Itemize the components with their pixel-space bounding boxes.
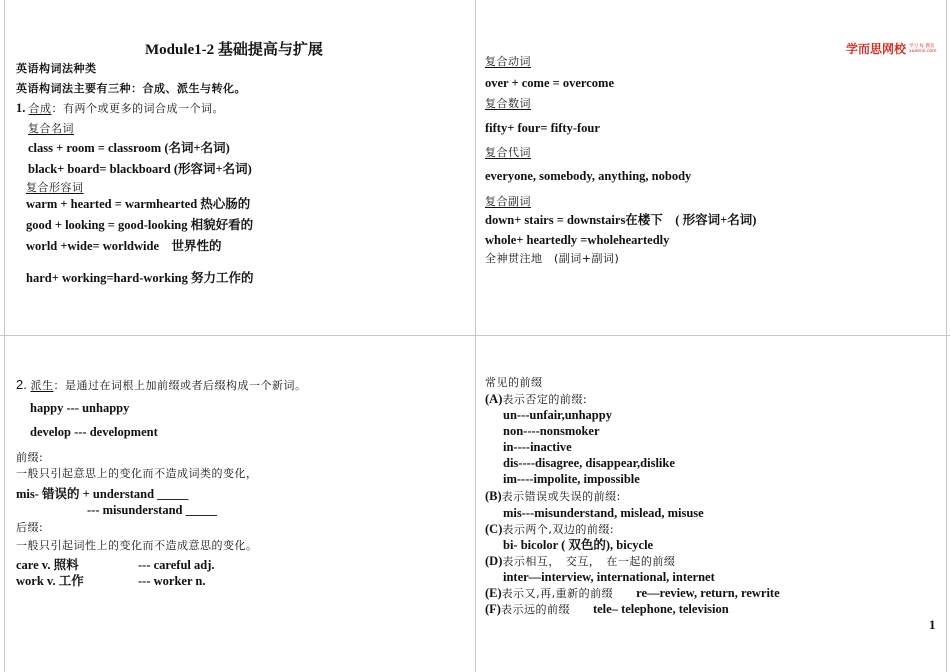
suffix-example-2-base: work v. 工作	[16, 574, 84, 588]
group-c-text: 表示两个,双边的前缀:	[502, 523, 615, 536]
page-number: 1	[929, 617, 936, 632]
point-2-desc: ：是通过在词根上加前缀或者后缀构成一个新词。	[53, 379, 307, 392]
compound-adj-example-4: hard+ working=hard-working 努力工作的	[26, 271, 254, 285]
group-d-label: (D)	[485, 554, 503, 568]
point-2	[16, 378, 306, 393]
point-1	[16, 101, 224, 116]
logo-subtext-line-2: xueersi.com	[909, 48, 937, 54]
compound-verb-example: over + come = overcome	[485, 76, 615, 90]
point-1-term: 合成	[28, 102, 52, 115]
group-f-text: 表示远的前缀	[500, 603, 593, 616]
common-prefix-heading: 常见的前缀	[485, 376, 543, 389]
prefix-description: 一般只引起意思上的变化而不造成词类的变化，	[16, 467, 258, 480]
point-1-number: 1.	[16, 101, 29, 115]
group-c-item-1: bi- bicolor ( 双色的), bicycle	[503, 538, 654, 552]
group-d-text: 表示相互， 交互， 在一起的前缀	[502, 555, 676, 568]
compound-pronoun-example: everyone, somebody, anything, nobody	[485, 169, 692, 183]
group-a-item-2: non----nonsmoker	[503, 424, 600, 438]
group-b-item-1: mis---misunderstand, mislead, misuse	[503, 506, 704, 520]
brand-logo	[846, 40, 937, 57]
prefix-example-2: --- misunderstand _____	[87, 503, 217, 517]
divider-vertical	[475, 0, 476, 672]
group-c-label: (C)	[485, 522, 503, 536]
group-c-title	[485, 522, 614, 537]
group-b-title	[485, 489, 621, 504]
compound-adverb-example-1: down+ stairs = downstairs在楼下 ( 形容词+名词)	[485, 213, 757, 227]
prefix-example-1: mis- 错误的 + understand _____	[16, 487, 189, 501]
group-a-text: 表示否定的前缀:	[502, 393, 588, 406]
group-a-label: (A)	[485, 392, 503, 406]
compound-noun-example-1: class + room = classroom (名词+名词)	[28, 141, 230, 155]
compound-noun-example-2: black+ board= blackboard (形容词+名词)	[28, 162, 252, 176]
point-1-desc: ：有两个或更多的词合成一个词。	[51, 102, 224, 115]
group-f-label: (F)	[485, 602, 501, 616]
group-d-title	[485, 554, 675, 569]
group-a-item-4: dis----disagree, disappear,dislike	[503, 456, 675, 470]
logo-subtext	[909, 44, 937, 54]
suffix-example-1-derived: --- careful adj.	[138, 558, 215, 572]
compound-numeral-heading: 复合数词	[485, 97, 531, 110]
group-a-item-3: in----inactive	[503, 440, 572, 454]
compound-noun-heading: 复合名词	[28, 122, 74, 135]
section-heading: 英语构词法种类	[16, 62, 97, 75]
compound-adverb-example-3: 全神贯注地 (副词+副词)	[485, 252, 620, 265]
group-f-example: tele– telephone, television	[592, 602, 729, 616]
suffix-heading: 后缀:	[16, 521, 44, 534]
group-a-item-1: un---unfair,unhappy	[503, 408, 612, 422]
logo-text: 学而思网校	[846, 42, 907, 56]
border-right	[946, 0, 947, 672]
point-2-number: 2.	[16, 377, 31, 392]
group-d-item-1: inter—interview, international, internet	[503, 570, 715, 584]
compound-adj-example-3: world +wide= worldwide 世界性的	[26, 239, 222, 253]
suffix-description: 一般只引起词性上的变化而不造成意思的变化。	[16, 539, 258, 552]
group-a-item-5: im----impolite, impossible	[503, 472, 640, 486]
group-f-title	[485, 602, 729, 617]
compound-numeral-example: fifty+ four= fifty-four	[485, 121, 600, 135]
divider-horizontal	[0, 335, 950, 336]
group-e-text: 表示又,再,重新的前缀	[501, 587, 637, 600]
compound-pronoun-heading: 复合代词	[485, 146, 531, 159]
intro-text: 英语构词法主要有三种：合成、派生与转化。	[16, 82, 246, 95]
logo-subtext-line-1: 学习 每 教育	[909, 43, 935, 49]
group-e-example: re—review, return, rewrite	[636, 586, 780, 600]
derivation-example-2: develop --- development	[30, 425, 158, 439]
group-b-text: 表示错误或失误的前缀:	[501, 490, 621, 503]
page-title: Module1-2 基础提高与扩展	[145, 42, 323, 58]
group-a-title	[485, 392, 587, 407]
border-left	[4, 0, 5, 672]
suffix-example-1-base: care v. 照料	[16, 558, 79, 572]
point-2-term: 派生	[30, 379, 54, 392]
compound-adj-example-1: warm + hearted = warmhearted 热心肠的	[26, 197, 251, 211]
prefix-heading: 前缀:	[16, 451, 44, 464]
compound-verb-heading: 复合动词	[485, 55, 531, 68]
compound-adj-heading: 复合形容词	[26, 181, 84, 194]
group-e-label: (E)	[485, 586, 502, 600]
compound-adverb-example-2: whole+ heartedly =wholeheartedly	[485, 233, 670, 247]
compound-adverb-heading: 复合副词	[485, 195, 531, 208]
group-b-label: (B)	[485, 489, 502, 503]
compound-adj-example-2: good + looking = good-looking 相貌好看的	[26, 218, 254, 232]
group-e-title	[485, 586, 780, 601]
suffix-example-2-derived: --- worker n.	[138, 574, 206, 588]
derivation-example-1: happy --- unhappy	[30, 401, 130, 415]
